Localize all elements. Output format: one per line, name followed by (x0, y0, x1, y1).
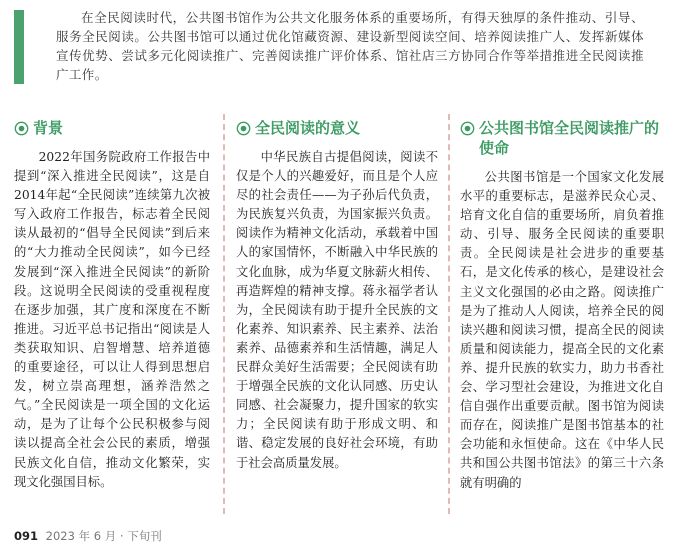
section-body (236, 148, 438, 473)
bullseye-icon (460, 121, 475, 136)
column-mission (460, 118, 664, 493)
section-body (460, 168, 664, 493)
column-divider (448, 114, 450, 514)
section-heading (460, 118, 664, 158)
page-footer (14, 528, 162, 544)
issue-info: 2023 年 6 月 · 下旬刊 (45, 529, 162, 543)
section-title: 公共图书馆全民阅读推广的使命 (479, 119, 660, 157)
bullseye-icon (236, 121, 251, 136)
paragraph: 公共图书馆是一个国家文化发展水平的重要标志，是滋养民众心灵、培育文化自信的重要场所，肩负着推动、引导、服务全民阅读的重要职责。全民阅读是社会进步的重要基石，是文化传承的核心，是建设社会主义文化强国的必由之路。阅读推广是为了推动人人阅读，培养全民的阅读兴趣和阅读习惯，提高全民的阅读质量和阅读能力，提高全民的文化素养、提升民族的软实力，助力书香社会、学习型社会建设，为推进文化自信自强作出重要贡献。图书馆为阅读而存在，阅读推广是图书馆基本的社会功能和永恒使命。这在《中华人民共和国公共图书馆法》的第三十六条就有明确的 (460, 170, 664, 490)
section-heading (14, 118, 210, 138)
bullseye-icon (14, 121, 29, 136)
intro-accent-bar (14, 10, 24, 84)
paragraph: 2022年国务院政府工作报告中提到“深入推进全民阅读”，这是自2014年起“全民阅读”连续第九次被写入政府工作报告，标志着全民阅读从最初的“倡导全民阅读”到后来的“大力推动全民阅读”，如今已经发展到“深入推进全民阅读”的新阶段。这说明全民阅读的受重视程度在逐步加强，其广度和深度在不断推进。习近平总书记指出“阅读是人类获取知识、启智增慧、培养道德的重要途径，可以让人得到思想启发，树立崇高理想，涵养浩然之气。”全民阅读是一项全国的文化运动，是为了让每个公民积极参与阅读以提高全社会公民的素质，增强民族文化自信，推动文化繁荣，实现文化强国目标。 (14, 150, 210, 489)
section-heading (236, 118, 438, 138)
column-background (14, 118, 210, 492)
section-body (14, 148, 210, 492)
column-divider (223, 114, 225, 514)
section-title: 背景 (33, 119, 64, 137)
paragraph: 中华民族自古提倡阅读，阅读不仅是个人的兴趣爱好，而且是个人应尽的社会责任——为子孙后代负责，为民族复兴负责，为国家振兴负责。阅读作为精神文化活动，承载着中国人的家国情怀，不断融入中华民族的文化血脉，成为华夏文脉薪火相传、再造辉煌的精神支撑。蒋永福学者认为，全民阅读有助于提升全民族的文化素养、知识素养、民主素养、法治素养、品德素养和生活情趣，满足人民群众美好生活需要；全民阅读有助于增强全民族的文化认同感、历史认同感、社会凝聚力，提升国家的软实力；全民阅读有助于形成文明、和谐、稳定发展的良好社会环境，有助于社会高质量发展。 (236, 150, 438, 470)
column-significance (236, 118, 438, 473)
intro-text: 在全民阅读时代，公共图书馆作为公共文化服务体系的重要场所，有得天独厚的条件推动、引导、服务全民阅读。公共图书馆可以通过优化馆藏资源、建设新型阅读空间、培养阅读推广人、发挥新媒体宣传优势、尝试多元化阅读推广、完善阅读推广评价体系、馆社店三方协同合作等举措推进全民阅读推广工作。 (56, 10, 644, 82)
page-number: 091 (14, 529, 39, 543)
intro-block (14, 8, 646, 84)
section-title: 全民阅读的意义 (255, 119, 361, 137)
